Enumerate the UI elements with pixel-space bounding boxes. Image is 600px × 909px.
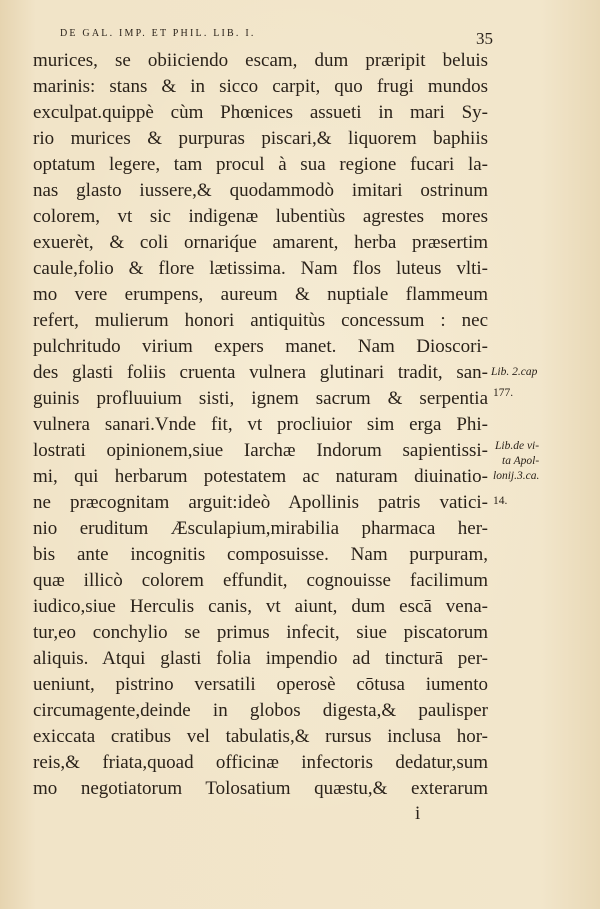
text-line: ueniunt, pistrino versatili operosè cōtusa iumento [33, 674, 488, 695]
marginal-note: Lib.de vi- [495, 440, 540, 452]
text-line: pulchritudo virium expers manet. Nam Dioscori- [33, 336, 488, 357]
marginal-note: ta Apol- [502, 455, 540, 467]
text-line: caule,folio & flore lætissima. Nam flos luteus vlti- [33, 258, 488, 279]
text-line: lostrati opinionem,siue Iarchæ Indorum sapientissi- [33, 440, 488, 461]
text-line: mi, qui herbarum potestatem ac naturam diuinatio- [33, 466, 488, 487]
text-line: tur,eo conchylio se primus infecit, siue piscatorum [33, 622, 488, 643]
text-line: rio murices & purpuras piscari,& liquorem baphiis [33, 128, 488, 149]
text-line: mo negotiatorum Tolosatium quæstu,& exterarum [33, 778, 488, 799]
text-line: exuerèt, & coli ornariq́ue amarent, herba præsertim [33, 232, 488, 253]
text-line: mo vere erumpens, aureum & nuptiale flammeum [33, 284, 488, 305]
text-line: murices, se obiiciendo escam, dum præripit beluis [33, 50, 488, 71]
text-line: exculpat.quippè cùm Phœnices assueti in mari Sy- [33, 102, 488, 123]
text-line: nas glasto iussere,& quodammodò imitari ostrinum [33, 180, 488, 201]
text-line: circumagente,deinde in globos digesta,& paulisper [33, 700, 488, 721]
text-line: reis,& friata,quoad officinæ infectoris dedatur,sum [33, 752, 488, 773]
text-line: quæ illicò colorem effundit, cognouisse facilimum [33, 570, 488, 591]
running-title: DE GAL. IMP. ET PHIL. LIB. I. [60, 28, 256, 39]
text-line: des glasti foliis cruenta vulnera glutinari tradit, san- [33, 362, 488, 383]
marginal-note: 177. [493, 387, 514, 399]
folio-number: 35 [476, 29, 493, 48]
marginal-note: 14. [493, 495, 508, 507]
text-line: refert, mulierum honori antiquitùs concessum : nec [33, 310, 488, 331]
text-line: iudico,siue Herculis canis, vt aiunt, dum escā vena- [33, 596, 488, 617]
marginal-note: lonij.3.ca. [493, 470, 540, 482]
text-line: guinis profluuium sisti, ignem sacrum & serpentia [33, 388, 488, 409]
marginal-note: Lib. 2.cap [491, 366, 538, 378]
text-line: colorem, vt sic indigenæ lubentiùs agrestes mores [33, 206, 488, 227]
text-line: exiccata cratibus vel tabulatis,& rursus inclusa hor- [33, 726, 488, 747]
text-line: bis ante incognitis composuisse. Nam purpuram, [33, 544, 488, 565]
text-line: aliquis. Atqui glasti folia impendio ad tincturā per- [33, 648, 488, 669]
text-line: ne præcognitam arguit:ideò Apollinis patris vatici- [33, 492, 488, 513]
text-line: nio eruditum Æsculapium,mirabilia pharmaca her- [33, 518, 488, 539]
text-line: marinis: stans & in sicco carpit, quo frugi mundos [33, 76, 488, 97]
text-line: vulnera sanari.Vnde fit, vt procliuior sim erga Phi- [33, 414, 488, 435]
signature-mark: i [415, 803, 421, 824]
text-line: optatum legere, tam procul à sua regione fucari la- [33, 154, 488, 175]
